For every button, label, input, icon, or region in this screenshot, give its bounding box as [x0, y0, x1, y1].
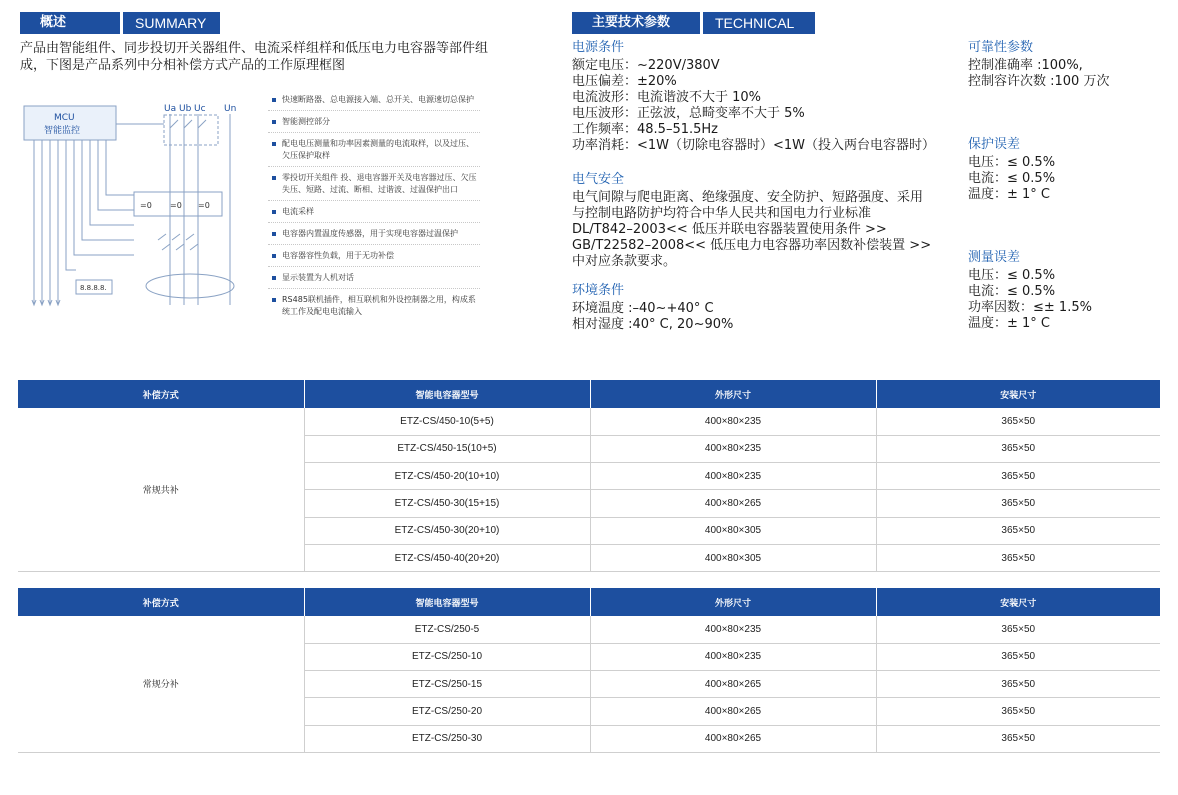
tech-reliability: [968, 40, 1109, 90]
install-cell: 365×50: [876, 435, 1160, 462]
phase-uc: Uc: [194, 104, 206, 114]
protection-line: 电压：≤ 0.5%: [968, 155, 1056, 170]
size-cell: 400×80×305: [590, 517, 876, 544]
install-cell: 365×50: [876, 490, 1160, 517]
bullet-item: 智能测控部分: [268, 114, 480, 133]
summary-intro: 产品由智能组件、同步投切开关器组件、电流采样组样和低压电力电容器等部件组成，下图是产品系列中分相补偿方式产品的工作原理框图: [20, 41, 489, 73]
ct-ellipse: [146, 274, 234, 298]
spec-table-split: [18, 588, 1160, 753]
install-cell: 365×50: [876, 725, 1160, 752]
th-install: 安装尺寸: [876, 380, 1160, 408]
power-title: 电源条件: [572, 40, 625, 55]
bullet-item: 电流采样: [268, 204, 480, 223]
technical-title-cn: 主要技术参数: [572, 12, 700, 34]
install-cell: 365×50: [876, 408, 1160, 435]
tech-safety: [572, 172, 931, 270]
power-line: 额定电压：~220V/380V: [572, 58, 720, 73]
safety-line: 电气间隙与爬电距离、绝缘强度、安全防护、短路强度、采用: [572, 190, 924, 205]
model-cell: ETZ-CS/250-5: [304, 616, 590, 643]
size-cell: 400×80×235: [590, 463, 876, 490]
tech-power: [572, 40, 935, 154]
size-cell: 400×80×265: [590, 671, 876, 698]
tech-env: [572, 283, 733, 333]
th-mode: 补偿方式: [18, 588, 304, 616]
size-cell: 400×80×265: [590, 698, 876, 725]
switch-2: =0: [170, 201, 182, 210]
model-cell: ETZ-CS/450-15(10+5): [304, 435, 590, 462]
model-cell: ETZ-CS/450-30(15+15): [304, 490, 590, 517]
th-size: 外形尺寸: [590, 588, 876, 616]
env-line: 相对湿度 :40° C, 20~90%: [572, 317, 734, 332]
bullet-item: 电容器内置温度传感器，用于实现电容器过温保护: [268, 226, 480, 245]
reliability-title: 可靠性参数: [968, 40, 1034, 55]
install-cell: 365×50: [876, 463, 1160, 490]
install-cell: 365×50: [876, 544, 1160, 571]
install-cell: 365×50: [876, 643, 1160, 670]
env-title: 环境条件: [572, 283, 625, 298]
size-cell: 400×80×265: [590, 490, 876, 517]
power-line: 电压波形：正弦波，总畸变率不大于 5%: [572, 106, 805, 121]
switch-1: =0: [140, 201, 152, 210]
bullet-item: 显示装置为人机对话: [268, 270, 480, 289]
th-model: 智能电容器型号: [304, 380, 590, 408]
install-cell: 365×50: [876, 616, 1160, 643]
measure-line: 电压：≤ 0.5%: [968, 268, 1056, 283]
power-line: 电压偏差：±20%: [572, 74, 677, 89]
safety-line: DL/T842–2003<< 低压并联电容器装置使用条件 >>: [572, 222, 887, 237]
display-digits: 8.8.8.8.: [80, 284, 107, 292]
safety-line: 与控制电路防护均符合中华人民共和国电力行业标准: [572, 206, 872, 221]
switch-3: =0: [198, 201, 210, 210]
protection-line: 电流：≤ 0.5%: [968, 171, 1056, 186]
summary-header: [20, 12, 220, 34]
reliability-line: 控制准确率 :100%,: [968, 58, 1083, 73]
model-cell: ETZ-CS/450-10(5+5): [304, 408, 590, 435]
size-cell: 400×80×235: [590, 408, 876, 435]
power-line: 工作频率：48.5–51.5Hz: [572, 122, 718, 137]
size-cell: 400×80×235: [590, 435, 876, 462]
reliability-line: 控制容许次数 :100 万次: [968, 74, 1110, 89]
install-cell: 365×50: [876, 698, 1160, 725]
model-cell: ETZ-CS/450-40(20+20): [304, 544, 590, 571]
th-size: 外形尺寸: [590, 380, 876, 408]
th-mode: 补偿方式: [18, 380, 304, 408]
spec-table-common: [18, 380, 1160, 572]
tech-measure: [968, 250, 1092, 332]
mode-cell: 常规分补: [18, 616, 304, 752]
summary-title-en: SUMMARY: [123, 12, 220, 34]
summary-title-cn: 概述: [20, 12, 120, 34]
technical-title-en: TECHNICAL: [703, 12, 815, 34]
safety-line: 中对应条款要求。: [572, 254, 677, 269]
summary-bullets: [268, 92, 480, 325]
model-cell: ETZ-CS/250-30: [304, 725, 590, 752]
size-cell: 400×80×235: [590, 616, 876, 643]
circuit-diagram: [18, 100, 278, 318]
th-model: 智能电容器型号: [304, 588, 590, 616]
bullet-item: 零投切开关组件 投、退电容器开关及电容器过压、欠压失压、短路、过流、断相、过谐波、过温保护出口: [268, 170, 480, 201]
env-line: 环境温度 :–40~+40° C: [572, 301, 714, 316]
install-cell: 365×50: [876, 517, 1160, 544]
bullet-item: 快速断路器、总电源接入端、总开关、电源速切总保护: [268, 92, 480, 111]
measure-line: 温度：± 1° C: [968, 316, 1051, 331]
power-line: 电流波形：电流谐波不大于 10%: [572, 90, 762, 105]
install-cell: 365×50: [876, 671, 1160, 698]
bullet-item: 配电电压测量和功率因素测量的电流取样，以及过压、欠压保护取样: [268, 136, 480, 167]
measure-line: 功率因数：≤± 1.5%: [968, 300, 1092, 315]
model-cell: ETZ-CS/250-15: [304, 671, 590, 698]
technical-header: [572, 12, 815, 34]
model-cell: ETZ-CS/450-20(10+10): [304, 463, 590, 490]
model-cell: ETZ-CS/250-20: [304, 698, 590, 725]
protection-title: 保护误差: [968, 137, 1021, 152]
phase-ua: Ua: [164, 104, 177, 114]
measure-line: 电流：≤ 0.5%: [968, 284, 1056, 299]
mcu-label: MCU: [54, 113, 75, 123]
table-row: [18, 616, 1160, 643]
size-cell: 400×80×265: [590, 725, 876, 752]
bullet-item: RS485联机插件，相互联机和外设控制器之用，构成系统工作及配电电流输入: [268, 292, 480, 322]
breaker-box: [164, 115, 218, 145]
power-line: 功率消耗：<1W（切除电容器时）<1W（投入两台电容器时）: [572, 138, 936, 153]
phase-ub: Ub: [179, 104, 192, 114]
model-cell: ETZ-CS/250-10: [304, 643, 590, 670]
table-row: [18, 408, 1160, 435]
th-install: 安装尺寸: [876, 588, 1160, 616]
mcu-sub-label: 智能监控: [44, 126, 81, 136]
tech-protection: [968, 137, 1055, 203]
protection-line: 温度：± 1° C: [968, 187, 1051, 202]
bullet-item: 电容器容性负载，用于无功补偿: [268, 248, 480, 267]
measure-title: 测量误差: [968, 250, 1021, 265]
model-cell: ETZ-CS/450-30(20+10): [304, 517, 590, 544]
size-cell: 400×80×305: [590, 544, 876, 571]
size-cell: 400×80×235: [590, 643, 876, 670]
mode-cell: 常规共补: [18, 408, 304, 572]
phase-un: Un: [224, 104, 237, 114]
safety-line: GB/T22582–2008<< 低压电力电容器功率因数补偿装置 >>: [572, 238, 932, 253]
safety-title: 电气安全: [572, 172, 625, 187]
